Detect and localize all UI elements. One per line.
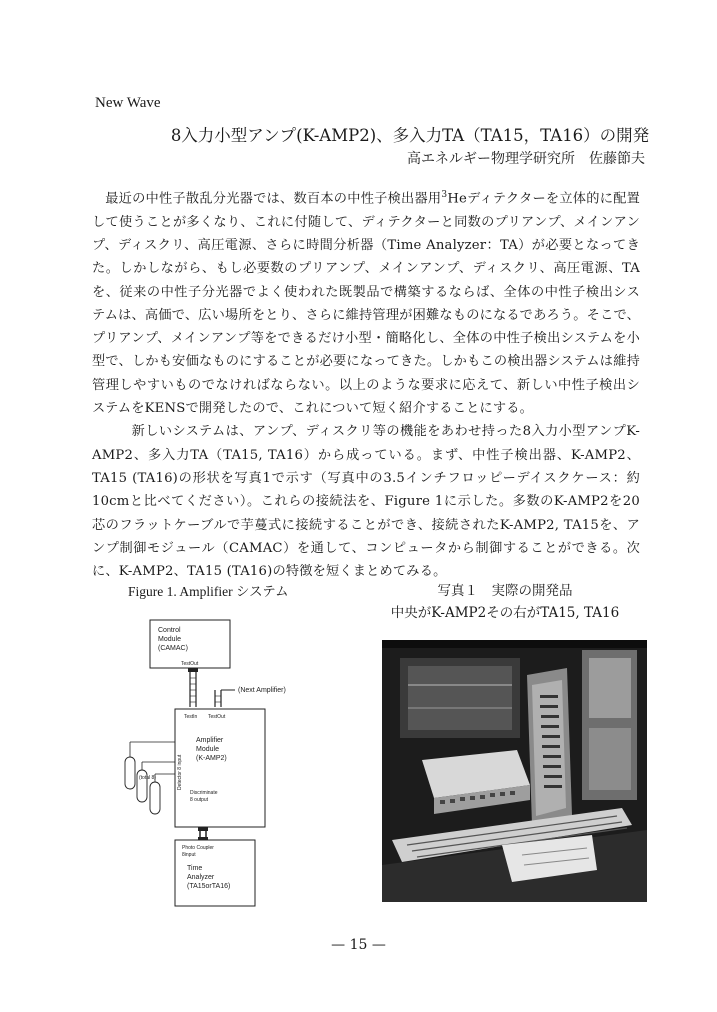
article-body <box>92 184 640 583</box>
control-module-label-3: (CAMAC) <box>158 645 188 652</box>
detector-tube-3 <box>150 782 160 814</box>
page-number: — 15 — <box>331 937 386 953</box>
amplifier-module-box <box>175 709 265 827</box>
amp-label-1: Amplifier <box>196 737 224 744</box>
detector-tube-1 <box>125 757 135 789</box>
detector-input-label: Detector 8 input <box>177 754 183 790</box>
paragraph-2: 新しいシステムは、アンプ、ディスクリ等の機能をあわせ持った8入力小型アンプK-AMP2、多入力TA（TA15, TA16）から成っている。まず、中性子検出器、K-AMP2、TA15 (TA16)の形状を写真1で示す（写真中の3.5インチフロッピーデイスクケース：約10cmと比べてください）。これらの接続法を、Figure 1に示した。多数のK-AMP2を20芯のフラットケーブルで芋蔓式に接続することができ、接続されたK-AMP2, TA15を、アンプ制御モジュール（CAMAC）を通して、コンピュータから制御することができる。次に、K-AMP2、TA15 (TA16)の特徴を短くまとめてみる。 <box>92 424 640 580</box>
ta-label-5: (TA15orTA16) <box>187 883 231 890</box>
section-label: New Wave <box>95 95 161 111</box>
amp-testout-label: TestOut <box>208 714 226 720</box>
photo-1-caption: 写真１ 実際の開発品 中央がK-AMP2その右がTA15, TA16 <box>390 583 620 621</box>
control-testout-label: TestOut <box>181 661 199 667</box>
discriminate-label-2: 8 output <box>190 797 209 803</box>
ta-label-4: Analyzer <box>187 874 215 881</box>
author-affiliation: 高エネルギー物理学研究所 佐藤節夫 <box>407 151 645 167</box>
amplifier-system-diagram <box>110 612 360 912</box>
amp-label-3: (K-AMP2) <box>196 755 227 762</box>
paragraph-1: 最近の中性子散乱分光器では、数百本の中性子検出器用$^3$Heディテクターを立体的に配置して使うことが多くなり、これに付随して、ディテクターと同数のプリアンプ、メインアンプ、ディスクリ、高圧電源、さらに時間分析器（Time Analyzer：TA）が必要となってきた。しかしながら、もし必要数のプリアンプ、メインアンプ、ディスクリ、高圧電源、TAを、従来の中性子分光器でよく使われた既製品で構築するならば、全体の中性子検出システムは、高価で、広い場所をとり、さらに維持管理が困難なものになるであろう。そこで、プリアンプ、メインアンプ等をできるだけ小型・簡略化し、全体の中性子検出システムを小型で、しかも安価なものにすることが必要になってきた。しかもこの検出器システムは維持管理しやすいものでなければならない。以上のような要求に応えて、新しい中性子検出システムをKENSで開発したので、これについて短く紹介することにする。 <box>92 190 640 417</box>
next-amplifier-label: (Next Amplifier) <box>238 687 286 694</box>
amp-label-2: Module <box>196 746 219 753</box>
control-module-label-1: Control <box>158 627 181 634</box>
discriminate-label-1: Discriminate <box>190 790 218 796</box>
superscript-3: 3 <box>441 190 448 200</box>
figure-1-caption: Figure 1. Amplifier システム <box>128 584 289 599</box>
ta-label-1: Photo Coupler <box>182 845 214 851</box>
ta-label-2: 8input <box>182 852 196 858</box>
ta-label-3: Time <box>187 865 203 872</box>
total-detectors-label: (total 8) <box>139 775 156 781</box>
article-title: 8入力小型アンプ(K-AMP2)、多入力TA（TA15，TA16）の開発 <box>170 126 650 145</box>
amp-output-connector <box>198 827 208 831</box>
control-connector <box>188 668 198 672</box>
photo-1-development-products <box>382 640 647 902</box>
control-module-label-2: Module <box>158 636 181 643</box>
amp-testin-label: TestIn <box>184 714 198 720</box>
